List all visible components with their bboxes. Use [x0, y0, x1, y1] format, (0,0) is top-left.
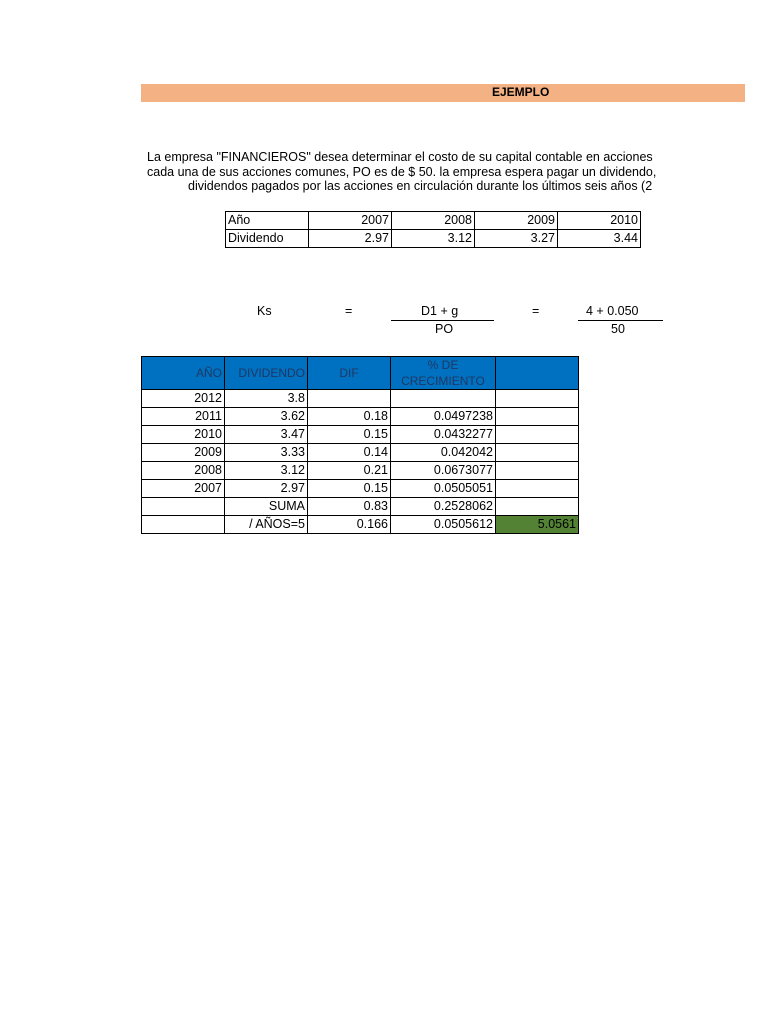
table-cell	[496, 480, 579, 498]
growth-table	[141, 356, 579, 534]
years-dividend-table	[225, 211, 641, 248]
table-cell: 3.62	[225, 408, 308, 426]
table-cell	[496, 498, 579, 516]
table-cell: 2009	[142, 444, 225, 462]
row-label: Dividendo	[226, 230, 309, 248]
table-cell: 0.83	[308, 498, 391, 516]
table-cell	[496, 426, 579, 444]
paragraph-line-3: dividendos pagados por las acciones en circulación durante los últimos seis años (2	[188, 179, 653, 193]
table-cell: 0.042042	[391, 444, 496, 462]
table-cell: 3.33	[225, 444, 308, 462]
table-cell: 2011	[142, 408, 225, 426]
table-cell	[496, 408, 579, 426]
table-row	[226, 230, 641, 248]
table-cell: 0.2528062	[391, 498, 496, 516]
header-ano: AÑO	[142, 357, 225, 390]
table-cell	[308, 390, 391, 408]
header-crecimiento: % DE CRECIMIENTO	[391, 357, 496, 390]
table-cell: 2008	[392, 212, 475, 230]
table-cell	[496, 390, 579, 408]
table-cell: 2008	[142, 462, 225, 480]
formula-equals-1: =	[345, 304, 353, 318]
table-row	[142, 444, 579, 462]
table-row	[142, 516, 579, 534]
table-cell	[496, 462, 579, 480]
table-cell: 0.18	[308, 408, 391, 426]
table-cell: 3.8	[225, 390, 308, 408]
table-cell: / AÑOS=5	[225, 516, 308, 534]
table-cell: 3.12	[225, 462, 308, 480]
paragraph-line-1: La empresa "FINANCIEROS" desea determinar el costo de su capital contable en acciones	[147, 150, 653, 164]
table-cell: 2.97	[225, 480, 308, 498]
table-cell: 0.0505051	[391, 480, 496, 498]
table-cell: SUMA	[225, 498, 308, 516]
table-cell: 2010	[142, 426, 225, 444]
table-cell	[142, 516, 225, 534]
table-row	[226, 212, 641, 230]
table-row	[142, 498, 579, 516]
formula-denominator: PO	[435, 322, 454, 336]
header-blank	[496, 357, 579, 390]
table-cell	[391, 390, 496, 408]
formula-numerator: D1 + g	[421, 304, 459, 318]
table-cell: 0.15	[308, 480, 391, 498]
table-cell: 0.21	[308, 462, 391, 480]
table-cell: 2.97	[309, 230, 392, 248]
table-row	[142, 480, 579, 498]
table-cell: 2010	[558, 212, 641, 230]
row-label: Año	[226, 212, 309, 230]
table-cell: 2012	[142, 390, 225, 408]
table-row	[142, 408, 579, 426]
table-cell: 0.0432277	[391, 426, 496, 444]
table-cell: 3.44	[558, 230, 641, 248]
table-row	[142, 462, 579, 480]
table-cell	[496, 444, 579, 462]
page-title: EJEMPLO	[492, 85, 550, 99]
table-row	[142, 426, 579, 444]
table-header-row	[142, 357, 579, 390]
table-cell: 0.0505612	[391, 516, 496, 534]
title-bar	[141, 84, 745, 102]
fraction-line-1	[391, 320, 494, 321]
table-cell: 3.27	[475, 230, 558, 248]
table-cell: 0.0497238	[391, 408, 496, 426]
table-cell: 3.47	[225, 426, 308, 444]
table-cell: 0.0673077	[391, 462, 496, 480]
table-cell: 2007	[309, 212, 392, 230]
table-cell: 3.12	[392, 230, 475, 248]
table-cell: 0.166	[308, 516, 391, 534]
table-cell: 0.15	[308, 426, 391, 444]
table-cell	[142, 498, 225, 516]
result-cell: 5.0561	[496, 516, 579, 534]
formula-numerator-value: 4 + 0.050	[586, 304, 639, 318]
table-cell: 2009	[475, 212, 558, 230]
paragraph-line-2: cada una de sus acciones comunes, PO es de $ 50. la empresa espera pagar un dividendo,	[147, 165, 657, 179]
table-row	[142, 390, 579, 408]
header-dividendo: DIVIDENDO	[225, 357, 308, 390]
formula-lhs: Ks	[257, 304, 272, 318]
fraction-line-2	[578, 320, 663, 321]
formula-equals-2: =	[532, 304, 540, 318]
header-dif: DIF	[308, 357, 391, 390]
table-cell: 0.14	[308, 444, 391, 462]
table-cell: 2007	[142, 480, 225, 498]
formula-denominator-value: 50	[611, 322, 625, 336]
